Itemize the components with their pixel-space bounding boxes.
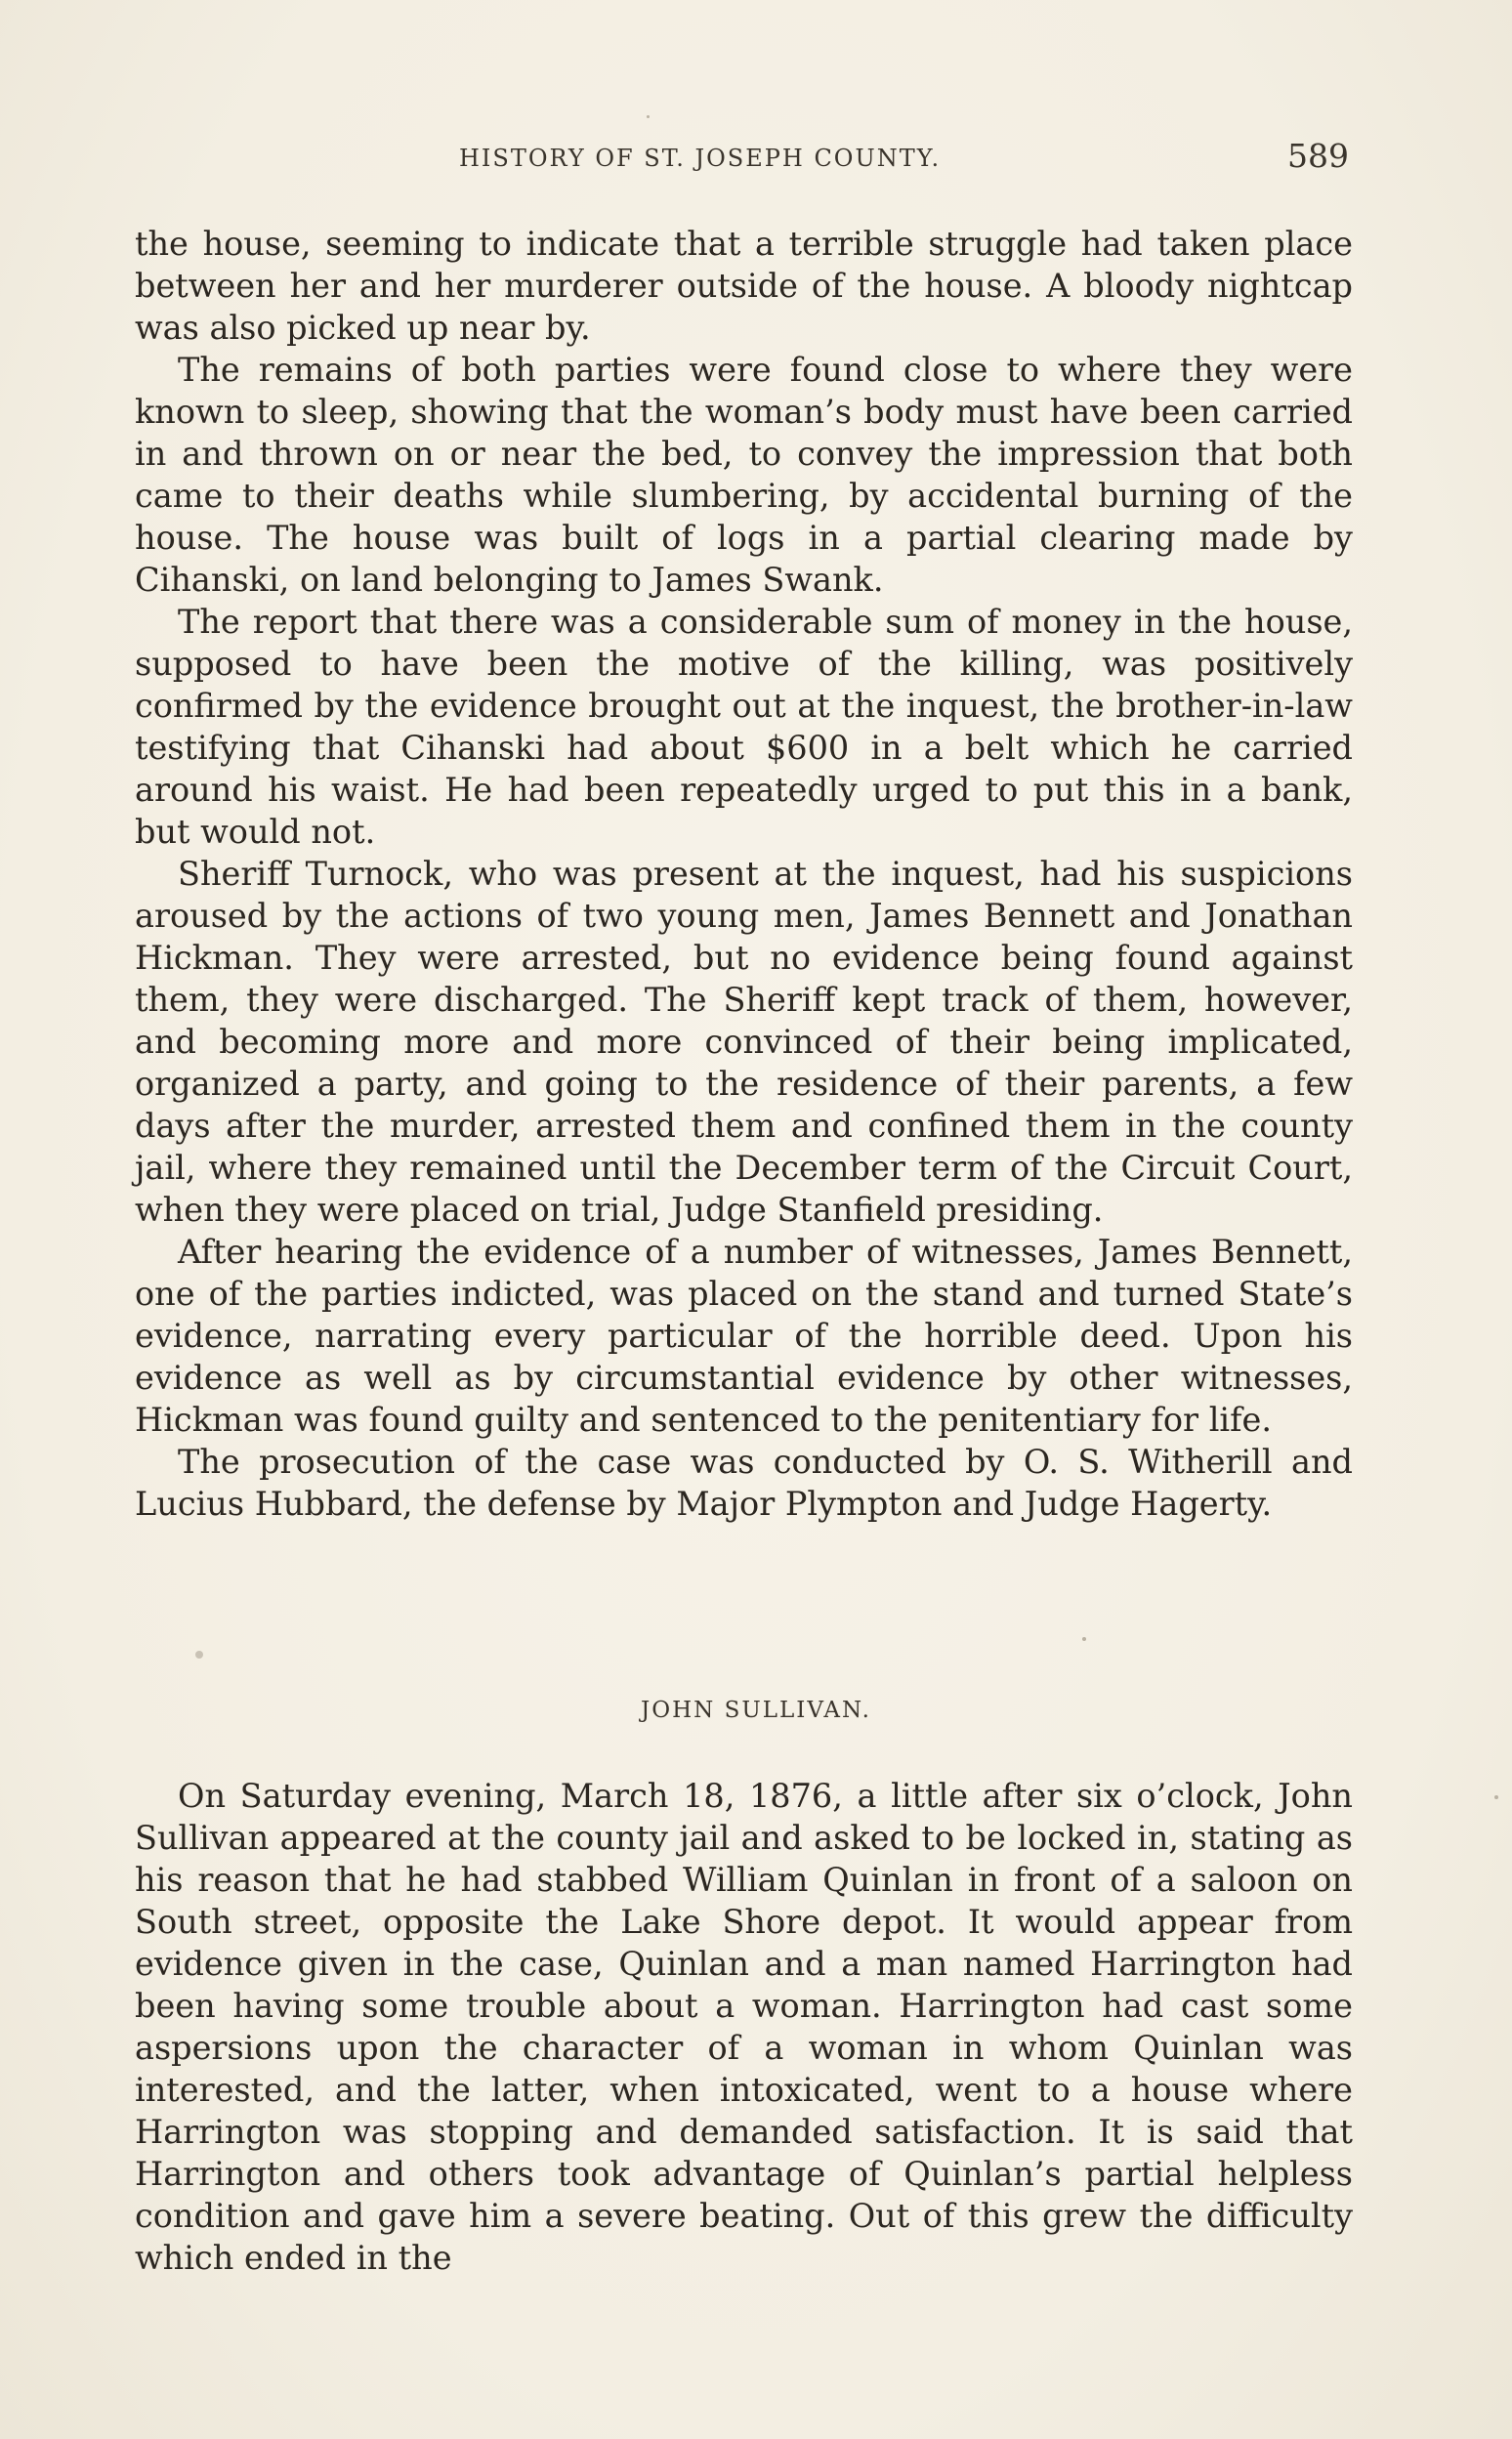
paragraph: The report that there was a considerable sum of money in the house, supposed to have been the motive of the killing, was positively confirmed by the evidence brought out at the inquest, the brother-in-law testifying that Cihanski had about $600 in a belt which he carried around his waist. He had been repeatedly urged to put this in a bank, but would not. — [135, 603, 1353, 851]
running-head: HISTORY OF ST. JOSEPH COUNTY. — [459, 145, 942, 172]
article-text-continued — [135, 223, 1353, 1525]
paragraph: The remains of both parties were found close to where they were known to sleep, showing that the woman’s body must have been carried in and thrown on or near the bed, to convey the impression that both came to their deaths while slumbering, by accidental burning of the house. The house was built of logs in a partial clearing made by Cihanski, on land belonging to James Swank. — [135, 351, 1353, 599]
section-heading: JOHN SULLIVAN. — [641, 1698, 871, 1723]
paragraph: The prosecution of the case was conducted by O. S. Witherill and Lucius Hubbard, the defense by Major Plympton and Judge Hagerty. — [135, 1443, 1353, 1523]
page-number: 589 — [1287, 137, 1349, 175]
paper-speck — [1494, 1795, 1498, 1799]
paragraph: After hearing the evidence of a number of witnesses, James Bennett, one of the parties indicted, was placed on the stand and turned State’s evidence, narrating every particular of the horrible deed. Upon his evidence as well as by circumstantial evidence by other witnesses, Hickman was found guilty and sentenced to the penitentiary for life. — [135, 1233, 1353, 1439]
paper-speck — [647, 115, 650, 118]
paragraph: On Saturday evening, March 18, 1876, a little after six o’clock, John Sullivan appeared at the county jail and asked to be locked in, stating as his reason that he had stabbed William Quinlan in front of a saloon on South street, opposite the Lake Shore depot. It would appear from evidence given in the case, Quinlan and a man named Harrington had been having some trouble about a woman. Harrington had cast some aspersions upon the character of a woman in whom Quinlan was interested, and the latter, when intoxicated, went to a house where Harrington was stopping and demanded satisfaction. It is said that Harrington and others took advantage of Quinlan’s partial helpless condition and gave him a severe beating. Out of this grew the difficulty which ended in the — [135, 1777, 1353, 2277]
paragraph: the house, seeming to indicate that a terrible struggle had taken place between her and her murderer outside of the house. A bloody nightcap was also picked up near by. — [135, 225, 1353, 347]
paper-speck — [195, 1651, 203, 1659]
section-text — [135, 1775, 1353, 2279]
paper-speck — [1082, 1637, 1086, 1641]
paragraph: Sheriff Turnock, who was present at the inquest, had his suspicions aroused by the actions of two young men, James Bennett and Jonathan Hickman. They were arrested, but no evidence being found against them, they were discharged. The Sheriff kept track of them, however, and becoming more and more convinced of their being implicated, organized a party, and going to the residence of their parents, a few days after the murder, arrested them and confined them in the county jail, where they remained until the December term of the Circuit Court, when they were placed on trial, Judge Stanfield presiding. — [135, 855, 1353, 1229]
